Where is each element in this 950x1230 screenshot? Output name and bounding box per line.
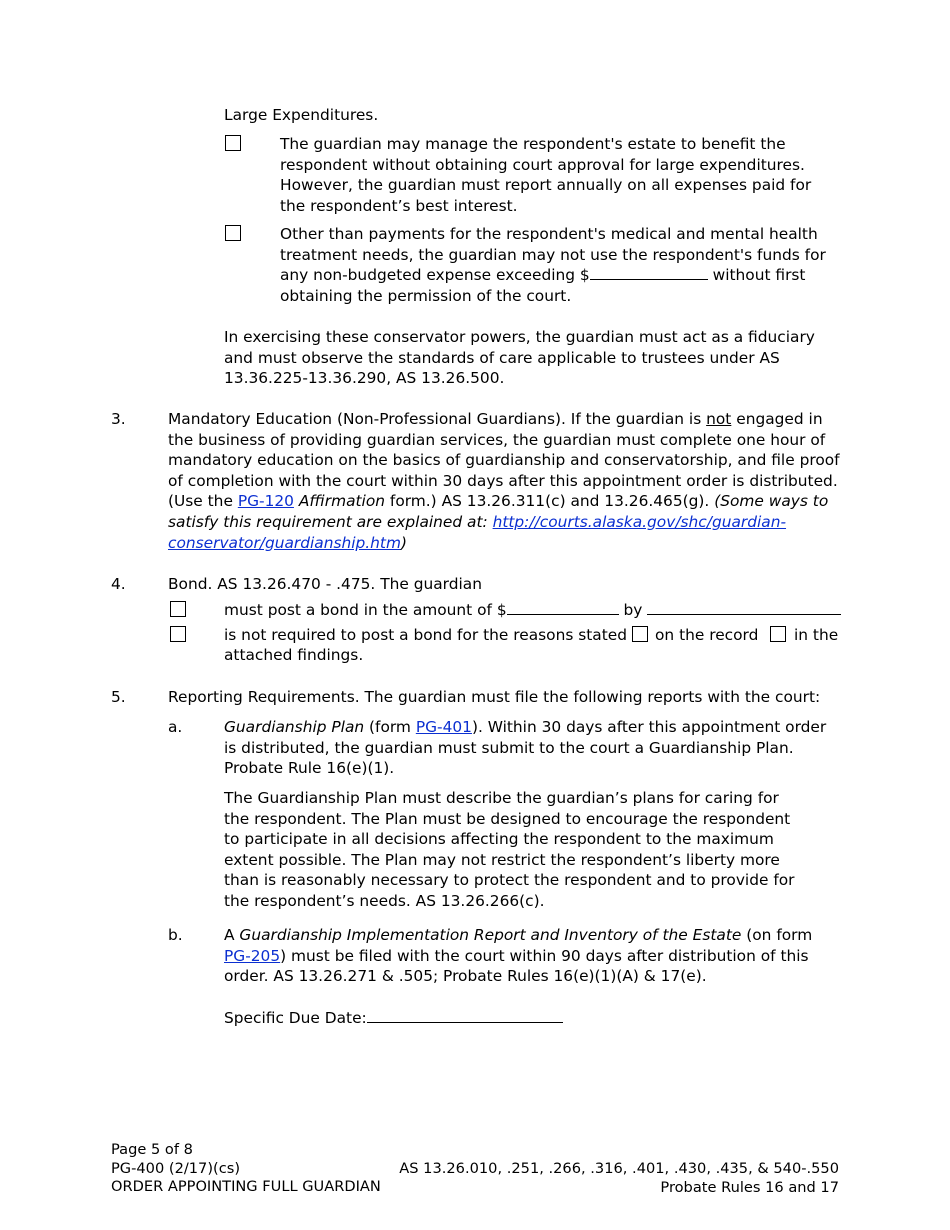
not-underlined: not [706,410,732,428]
attached-findings-label: attached findings. [224,646,364,664]
form-title: ORDER APPOINTING FULL GUARDIAN [111,1178,381,1195]
footer-left [111,1141,381,1197]
section-3-number: 3. [111,410,126,428]
guardianship-plan-description: The Guardianship Plan must describe the guardian’s plans for caring for the respondent. The Plan must be designed to encourage the respondent to participate in all decisions affecting the respondent to the maximum extent possible. The Plan may not restrict the respondent’s liberty more than is reasonably necessary to protect the respondent and to provide for the respondent’s needs. AS 13.26.266(c). [224,789,795,910]
form-id: PG-400 (2/17)(cs) [111,1159,241,1177]
checkbox-post-bond[interactable] [170,601,186,617]
checkbox-in-findings[interactable] [770,626,786,642]
on-record-label: on the record [655,626,759,644]
footer-rules: Probate Rules 16 and 17 [660,1178,839,1196]
no-bond-text: is not required to post a bond for the reasons stated [224,626,628,644]
section-4-number: 4. [111,575,126,593]
checkbox-manage-estate[interactable] [225,135,241,151]
footer-statutes: AS 13.26.010, .251, .266, .316, .401, .430, .435, & 540-.550 [399,1160,839,1177]
guardianship-url-link[interactable]: http://courts.alaska.gov/shc/guardian-conservator/guardianship.htm [168,512,787,552]
section-5-heading: Reporting Requirements. The guardian must file the following reports with the court: [168,688,821,706]
bond-amount-field[interactable] [507,600,619,615]
footer-right [399,1160,839,1197]
option-nonbudgeted-expense-text: Other than payments for the respondent's medical and mental health treatment needs, the guardian may not use the respondent's funds for any non-budgeted expense exceeding $ without first obtaining the permission of the court. [280,225,826,305]
guardianship-plan-text: Guardianship Plan (form PG-401). Within 30 days after this appointment order is distributed, the guardian must submit to the court a Guardianship Plan. Probate Rule 16(e)(1). [224,718,827,778]
due-date-field[interactable] [367,1008,563,1023]
section-5a-letter: a. [168,718,183,736]
section-5-number: 5. [111,688,126,706]
in-the-label: in the [794,626,839,644]
checkbox-on-record[interactable] [632,626,648,642]
implementation-report-text: A Guardianship Implementation Report and Inventory of the Estate (on form PG-205) must be filed with the court within 90 days after distribution of this order. AS 13.26.271 & .505; Probate Rules 16(e)(1)(A) & 17(e). [224,926,813,986]
option-manage-estate-text: The guardian may manage the respondent's estate to benefit the respondent without obtaining court approval for large expenditures. However, the guardian must report annually on all expenses paid for the respondent’s best interest. [280,135,812,215]
section-3-text: Mandatory Education (Non-Professional Guardians). If the guardian is not engaged in the business of providing guardian services, the guardian must complete one hour of mandatory education on the basics of guardianship and conservatorship, and file proof of completion with the court within 30 days after this appointment order is distributed. (Use the PG-120 Affirmation form.) AS 13.26.311(c) and 13.26.465(g). (Some ways to satisfy this requirement are explained at: http://courts.alaska.gov/shc/guardian-conservator/guardianship.htm) [168,410,840,552]
pg-205-link[interactable]: PG-205 [224,946,281,965]
page-number: Page 5 of 8 [111,1141,193,1158]
section-4-heading: Bond. AS 13.26.470 - .475. The guardian [168,575,482,593]
expense-amount-field[interactable] [590,265,708,280]
section-5b-letter: b. [168,926,183,944]
pg-120-link[interactable]: PG-120 [237,492,294,511]
post-bond-text: must post a bond in the amount of $ by [224,600,844,621]
large-expenditures-heading: Large Expenditures. [224,106,379,124]
specific-due-date: Specific Due Date: [224,1008,563,1029]
checkbox-nonbudgeted-expense[interactable] [225,225,241,241]
pg-401-link[interactable]: PG-401 [415,718,472,736]
checkbox-no-bond[interactable] [170,626,186,642]
fiduciary-paragraph: In exercising these conservator powers, the guardian must act as a fiduciary and must observe the standards of care applicable to trustees under AS 13.36.225-13.36.290, AS 13.26.500. [224,328,815,388]
bond-due-date-field[interactable] [647,600,841,615]
